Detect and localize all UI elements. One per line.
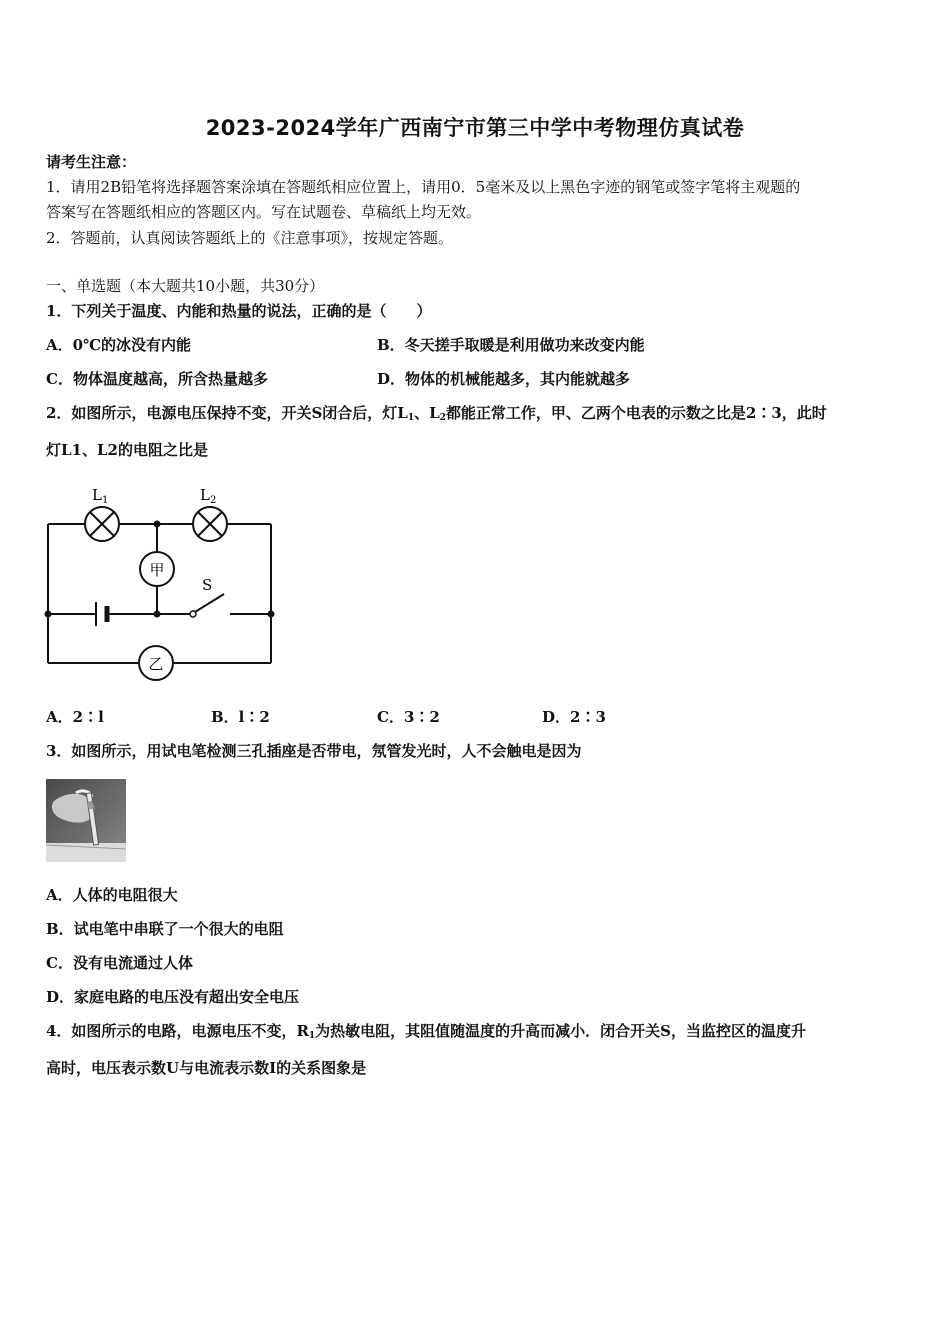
lamp-l1-label: $L_1$ bbox=[92, 486, 109, 506]
q3-option-a[interactable]: A．人体的电阻很大 bbox=[46, 886, 178, 904]
q2-stem-line-2: 灯L1、L2的电阻之比是 bbox=[46, 441, 208, 459]
meter-yi-label: 乙 bbox=[148, 655, 164, 673]
q1-option-b[interactable]: B．冬天搓手取暖是利用做功来改变内能 bbox=[377, 336, 645, 354]
q3-option-d[interactable]: D．家庭电路的电压没有超出安全电压 bbox=[46, 988, 300, 1006]
q3-option-b[interactable]: B．试电笔中串联了一个很大的电阻 bbox=[46, 920, 284, 938]
q2-option-c[interactable]: C．3∶2 bbox=[377, 708, 440, 726]
section-heading: 一、单选题（本大题共10小题，共30分） bbox=[46, 277, 325, 295]
q4-stem-line-1: 4．如图所示的电路，电源电压不变，$R_1$为热敏电阻，其阻值随温度的升高而减小．闭合开关S，当监控区的温度升 bbox=[46, 1022, 807, 1041]
q4-stem-line-2: 高时，电压表示数U与电流表示数I的关系图象是 bbox=[46, 1059, 367, 1077]
lamp-l2-icon bbox=[193, 507, 227, 541]
q2-option-a[interactable]: A．2∶l bbox=[46, 708, 104, 726]
notice-item-1-line-1: 1．请用2B铅笔将选择题答案涂填在答题纸相应位置上，请用0．5毫米及以上黑色字迹的钢笔或签字笔将主观题的 bbox=[46, 178, 801, 196]
notice-item-1-line-2: 答案写在答题纸相应的答题区内。写在试题卷、草稿纸上均无效。 bbox=[46, 203, 482, 221]
q3-option-c[interactable]: C．没有电流通过人体 bbox=[46, 954, 193, 972]
notice-item-2: 2．答题前，认真阅读答题纸上的《注意事项》，按规定答题。 bbox=[46, 229, 454, 247]
notice-heading: 请考生注意： bbox=[46, 153, 137, 171]
q2-option-b[interactable]: B．l∶2 bbox=[211, 708, 270, 726]
switch-s bbox=[190, 594, 224, 617]
q1-stem: 1．下列关于温度、内能和热量的说法，正确的是（ ） bbox=[46, 302, 432, 320]
junction-dot bbox=[154, 611, 161, 618]
meter-jia-label: 甲 bbox=[149, 561, 165, 579]
junction-dot bbox=[45, 611, 52, 618]
junction-dot bbox=[154, 521, 161, 528]
page-title: 2023-2024学年广西南宁市第三中学中考物理仿真试卷 bbox=[205, 116, 745, 140]
q1-option-d[interactable]: D．物体的机械能越多，其内能就越多 bbox=[377, 370, 631, 388]
junction-dot bbox=[268, 611, 275, 618]
q2-option-d[interactable]: D．2∶3 bbox=[542, 708, 606, 726]
q3-stem: 3．如图所示，用试电笔检测三孔插座是否带电，氖管发光时，人不会触电是因为 bbox=[46, 742, 582, 760]
q2-circuit-diagram bbox=[40, 482, 285, 687]
q3-test-pen-photo bbox=[46, 779, 126, 862]
lamp-l2-label: $L_2$ bbox=[200, 486, 217, 506]
q1-option-a[interactable]: A．0℃的冰没有内能 bbox=[46, 336, 192, 354]
q1-option-c[interactable]: C．物体温度越高，所含热量越多 bbox=[46, 370, 268, 388]
q2-stem-line-1: 2．如图所示，电源电压保持不变，开关S闭合后，灯$L_1$、$L_2$都能正常工作，甲、乙两个电表的示数之比是2∶3，此时 bbox=[46, 404, 827, 423]
lamp-l1-icon bbox=[85, 507, 119, 541]
switch-label: S bbox=[202, 576, 213, 594]
